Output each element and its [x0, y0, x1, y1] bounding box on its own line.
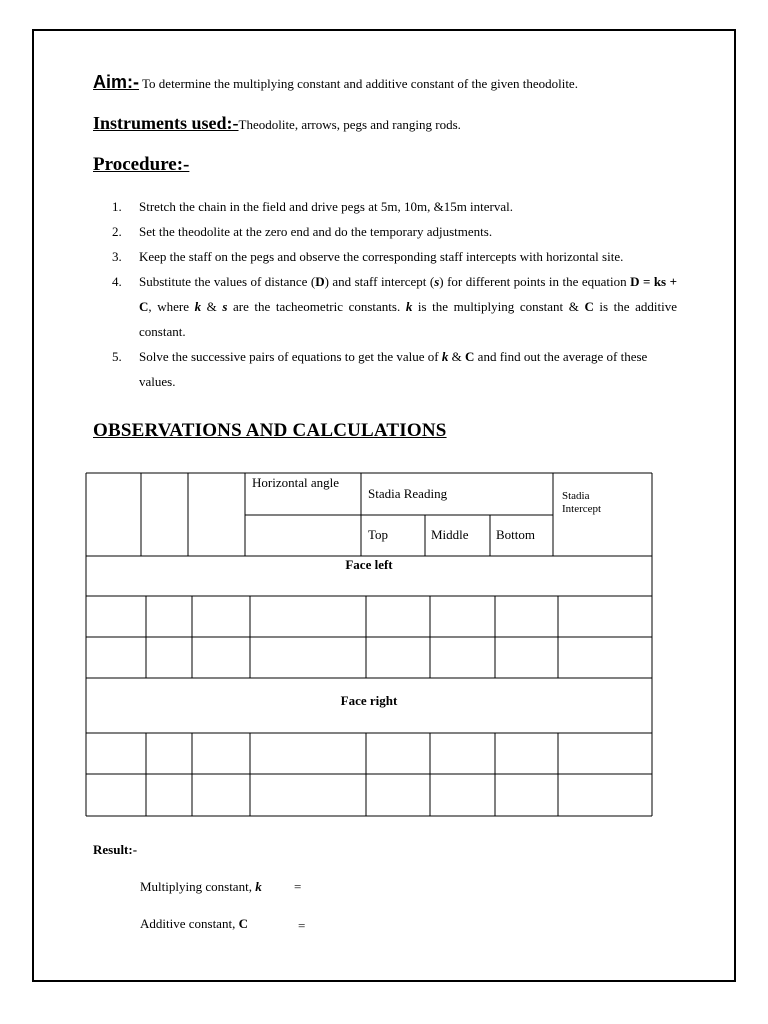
procedure-step: 5. Solve the successive pairs of equations to get the value of k & C and find out the average of these values. — [112, 349, 648, 389]
procedure-step: 1. Stretch the chain in the field and drive pegs at 5m, 10m, &15m interval. — [112, 199, 514, 214]
additive-equals: = — [298, 918, 306, 933]
table-grid-lines — [86, 473, 652, 816]
procedure-step: 4. Substitute the values of distance (D) and staff intercept (s) for different points in the equation D = ks + C, where k & s are the tacheometric constants. k is the multiplying constant & C is the additive constant. — [112, 274, 677, 339]
aim-text: To determine the multiplying constant and additive constant of the given theodolite. — [142, 76, 578, 91]
observations-title: OBSERVATIONS AND CALCULATIONS — [93, 420, 447, 441]
additive-constant-line: Additive constant, C — [140, 916, 248, 931]
aim-label: Aim:- — [93, 72, 139, 92]
top-header: Top — [368, 527, 389, 542]
bottom-header: Bottom — [496, 527, 536, 542]
multiplying-constant-line: Multiplying constant, k — [140, 879, 262, 894]
stadia-reading-header: Stadia Reading — [368, 486, 448, 501]
result-label: Result:- — [93, 842, 138, 857]
procedure-step: 3. Keep the staff on the pegs and observe the corresponding staff intercepts with horizontal site. — [112, 249, 624, 264]
stadia-intercept-header: Stadia Intercept — [562, 490, 602, 515]
instruments-label: Instruments used:- — [93, 113, 239, 133]
procedure-title: Procedure:- — [93, 154, 190, 175]
instruments-text: Theodolite, arrows, pegs and ranging rods. — [238, 117, 461, 132]
face-left-label: Face left — [345, 557, 393, 572]
procedure-step: 2. Set the theodolite at the zero end and do the temporary adjustments. — [112, 224, 493, 239]
multiplying-equals: = — [294, 879, 302, 894]
middle-header: Middle — [431, 527, 469, 542]
face-right-label: Face right — [340, 693, 398, 708]
horizontal-angle-header: Horizontal angle — [252, 475, 339, 490]
